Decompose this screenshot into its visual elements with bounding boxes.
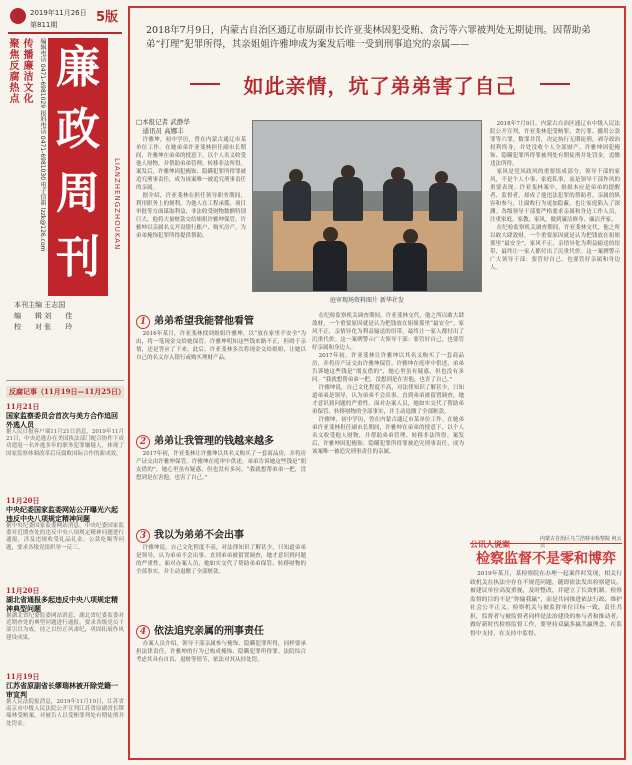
section-number: 4: [136, 625, 150, 639]
comment-body: [470, 570, 622, 750]
section-body: [136, 450, 306, 520]
news-body: 据人民法院报消息，2019年11月19日，江苏省南京市中级人民法院公开宣判江苏省原副省长缪瑞林受贿案，对被告人以受贿罪判处有期徒刑并处罚金。: [6, 699, 124, 727]
section-title: 依法追究亲属的刑事责任: [154, 626, 264, 637]
issue-date: 2019年11月26日: [30, 9, 87, 17]
slogan-1: 聚焦反腐热点: [7, 38, 18, 104]
news-headline: 江苏省原副省长缪瑞林被开除党籍一审宣判: [6, 681, 118, 699]
comment-author: 内蒙古自治区乌兰浩特市检察院 何云云: [540, 536, 622, 549]
article-paragraph: 据介绍，许亚斐林在担任领导职务期间，利用职务上的便利，为他人在工程承揽、项目审批等方面谋取利益，非法收受财物数额特别巨大。他将大量赃款交给姐姐许雅坤保管，许雅坤以亲属名义开设银行账户、购买房产，为弟弟掩饰犯罪所得提供帮助。: [136, 193, 246, 239]
article-paragraph: 许雅坤说，自己文化程度不高，对法律知识了解甚少，只知道弟弟是领导，认为弟弟不会出事。直到弟弟被留置调查，她才意识到问题的严重性。面对办案人员，她如实交代了帮助弟弟保管、转移财物的全部事实，并主动退缴了全部赃款。: [312, 385, 464, 415]
news-date: 11月20日: [6, 496, 40, 505]
article-paragraph: 2018年7月9日，内蒙古自治区通辽市中级人民法院公开宣判，许亚斐林犯受贿罪、贪污罪、挪用公款罪等六罪，数罪并罚，决定执行无期徒刑，剥夺政治权利终身，并处没收个人全部财产。许雅坤因犯掩饰、隐瞒犯罪所得罪被判处有期徒刑并处罚金，追缴违法所得。: [490, 121, 620, 167]
news-body: 据人民日报客户端11月21日消息，2019年11月21日，中央追逃办在美国执法部门配合协作下成功遣返一名外逃多年的职务犯罪嫌疑人，体现了国家监察体制改革后反腐败国际合作的新成效。: [6, 429, 124, 457]
issue-number: 第811期: [30, 21, 58, 29]
section-heading: [136, 312, 254, 329]
news-item: [6, 672, 124, 758]
section-body: [136, 330, 306, 426]
article-paragraph: 2017年初，许亚斐林让许雅坤以其名义购买了一套商品房，并将房产证交由许雅坤保管。许雅坤在庭审中供述，弟弟告诉她这些钱是“朋友借的”，她心里虽有疑惑，但也没有多问。“我就想帮弟弟一把，没想到是在害他，也害了自己。”: [312, 353, 464, 383]
article-paragraph: 办案人员介绍，领导干部亲属参与掩饰、隐瞒犯罪所得，同样要承担法律责任。许雅坤的行为已构成掩饰、隐瞒犯罪所得罪。法院综合考虑其具有自首、退赃等情节，依法对其从轻处罚。: [136, 641, 306, 663]
article-paragraph: 2016年某月，许亚斐林找到姐姐许雅坤，以“放在家里不安全”为由，将一笔现金交给她保管。许雅坤明知这些钱来路不正，但碍于亲情，还是答应了下来。此后，许亚斐林多次将现金交给姐姐，让她以自己的名义存入银行或购买理财产品。: [136, 331, 306, 361]
masthead-char-3: 周: [56, 168, 100, 219]
comment-header: [470, 532, 622, 549]
newspaper-logo-icon: [10, 8, 26, 24]
masthead: [6, 38, 124, 378]
section-number: 3: [136, 529, 150, 543]
page-number: 5版: [96, 10, 119, 25]
news-item: [6, 402, 124, 494]
section-heading: [136, 432, 274, 449]
masthead-char-4: 刊: [56, 232, 100, 283]
masthead-char-2: 政: [56, 104, 100, 155]
contact-info: 编辑电话 0471-6981029 报料电话 0471-6981030 电子信箱 lzzk@126.com: [39, 38, 46, 252]
comment-label: 公讯人说案: [470, 540, 510, 549]
editor-line: 校 对 张 玲: [14, 323, 73, 331]
comment-title: 检察监督不是零和博弈: [476, 551, 616, 567]
article-paragraph: 许雅坤说，自己文化程度不高，对法律知识了解甚少，只知道弟弟是领导，认为弟弟不会出事。直到弟弟被留置调查，她才意识到问题的严重性。面对办案人员，她如实交代了帮助弟弟保管、转移财物的全部事实，并主动退缴了全部赃款。: [136, 545, 306, 575]
news-headline: 湖北省通报多起违反中央八项规定精神典型问题: [6, 595, 118, 613]
news-item: [6, 496, 124, 582]
section-body: [136, 640, 306, 750]
news-item: [6, 586, 124, 666]
article-paragraph: 家风是党风政风的重要组成部分。领导干部的家风，不是个人小事、家庭私事，而是领导干部作风的重要表现。许亚斐林案中，姐姐本应是弟弟的提醒者、监督者，却成了他违法犯罪的帮助者。亲属的纵容和参与，让腐败行为更加隐蔽，也让家庭陷入了深渊。各级领导干部要严格要求亲属和身边工作人员，注重家庭、家教、家风，做到廉洁修身、廉洁齐家。: [490, 169, 620, 223]
article-paragraph: 许雅坤，初中学历，曾在内蒙古通辽市某单位工作。在她弟弟许亚斐林担任副市长期间，许雅坤在弟弟的授意下，以个人名义收受他人财物，并帮助弟弟管理、转移非法所得。案发后，许雅坤因犯掩饰、隐瞒犯罪所得罪被追究刑事责任，成为该案唯一被追究刑事责任的亲属。: [312, 417, 464, 455]
section-heading: [136, 526, 244, 543]
slogan-2: 传播廉洁文化: [21, 38, 32, 104]
news-date: 11月20日: [6, 586, 40, 595]
section-title: 弟弟希望我能替他看管: [154, 316, 254, 327]
article-paragraph: 在纪检监察机关调查期间，许亚斐林交代，他之所以敢大肆敛财，一个重要原因就是认为把钱放在姐姐那里“最安全”。家风不正，亲情异化为利益输送的纽带，最终让一家人都付出了沉重代价。这一案例警示广大领导干部：要管好自己，也要管好亲属和身边人。: [312, 313, 464, 351]
editors-list: [14, 300, 124, 333]
photo-caption: 庭审现场资料图片 新华社发: [330, 297, 404, 304]
editor-line: 本刊主编 王志国: [14, 301, 66, 309]
article-headline: 如此亲情，坑了弟弟害了自己: [190, 70, 570, 99]
divider: [6, 380, 124, 381]
main-article: [128, 6, 626, 760]
section-number: 2: [136, 435, 150, 449]
article-lead: 2018年7月9日，内蒙古自治区通辽市原副市长许亚斐林因犯受贿、贪污等六罪被判处无期徒刑。因帮助弟弟“打理”犯罪所得，其亲姐姐许雅坤成为案发后唯一受到刑事追究的亲属——: [146, 25, 591, 50]
masthead-title-box: [48, 38, 121, 296]
article-column: [136, 136, 246, 302]
section-title: 弟弟让我管理的钱越来越多: [154, 436, 274, 447]
masthead-char-1: 廉: [56, 42, 100, 93]
news-body: 据湖北省纪委监委网站消息，湖北省纪委监委对近期查处的典型问题进行通报，要求各级党员干部引以为戒，持之以恒正风肃纪，巩固拓展作风建设成果。: [6, 613, 124, 641]
news-section-title: 反腐记事（11月19日—11月25日）: [6, 386, 124, 398]
article-paragraph: 在纪检监察机关调查期间，许亚斐林交代，他之所以敢大肆敛财，一个重要原因就是认为把钱放在姐姐那里“最安全”。家风不正，亲情异化为利益输送的纽带，最终让一家人都付出了沉重代价。这一案例警示广大领导干部：要管好自己，也要管好亲属和身边人。: [490, 225, 620, 271]
article-paragraph: 2017年初，许亚斐林让许雅坤以其名义购买了一套商品房，并将房产证交由许雅坤保管。许雅坤在庭审中供述，弟弟告诉她这些钱是“朋友借的”，她心里虽有疑惑，但也没有多问。“我就想帮弟弟一把，没想到是在害他，也害了自己。”: [136, 451, 306, 481]
news-date: 11月21日: [6, 402, 40, 411]
section-title: 我以为弟弟不会出事: [154, 530, 244, 541]
editor-line: 编 辑 刘 佳: [14, 312, 73, 320]
news-headline: 中央纪委国家监委网站公开曝光六起违反中央八项规定精神问题: [6, 505, 118, 523]
section-body: [136, 544, 306, 616]
section-number: 1: [136, 315, 150, 329]
article-byline: □本报记者 武静华 通讯员 高娜丰: [136, 118, 190, 135]
article-column-middle: [312, 312, 464, 750]
masthead-english: LIANZHENGZHOUKAN: [113, 158, 121, 251]
news-body: 据中央纪委国家监委网站消息，中央纪委国家监委对近期查处的违反中央八项规定精神问题进行通报，涉及违规收受礼品礼金、公款吃喝等问题，要求各级党组织举一反三。: [6, 523, 124, 551]
news-headline: 国家监察委员会首次与美方合作追回外逃人员: [6, 411, 118, 429]
article-paragraph: 2019年某月，某检察院在办理一起案件时发现，相关行政机关在执法中存在不规范问题，随即依法发出检察建议。被建议单位高度重视，及时整改，并建立了长效机制。检察监督的目的不是“你输我赢”，而是共同推进依法行政、维护社会公平正义。检察机关与被监督单位目标一致、责任共担，监督者与被监督者同样是法治建设的参与者和推动者。做好新时代检察监督工作，要坚持双赢多赢共赢理念，在监督中支持，在支持中监督。: [470, 571, 622, 637]
article-paragraph: 许雅坤，初中学历，曾在内蒙古通辽市某单位工作。在她弟弟许亚斐林担任副市长期间，许雅坤在弟弟的授意下，以个人名义收受他人财物，并帮助弟弟管理、转移非法所得。案发后，许雅坤因犯掩饰、隐瞒犯罪所得罪被追究刑事责任，成为该案唯一被追究刑事责任的亲属。: [136, 137, 246, 191]
section-heading: [136, 622, 264, 639]
article-column-right: [490, 120, 620, 525]
page-header: [8, 6, 122, 34]
trial-photo: [252, 120, 482, 292]
news-date: 11月19日: [6, 672, 40, 681]
